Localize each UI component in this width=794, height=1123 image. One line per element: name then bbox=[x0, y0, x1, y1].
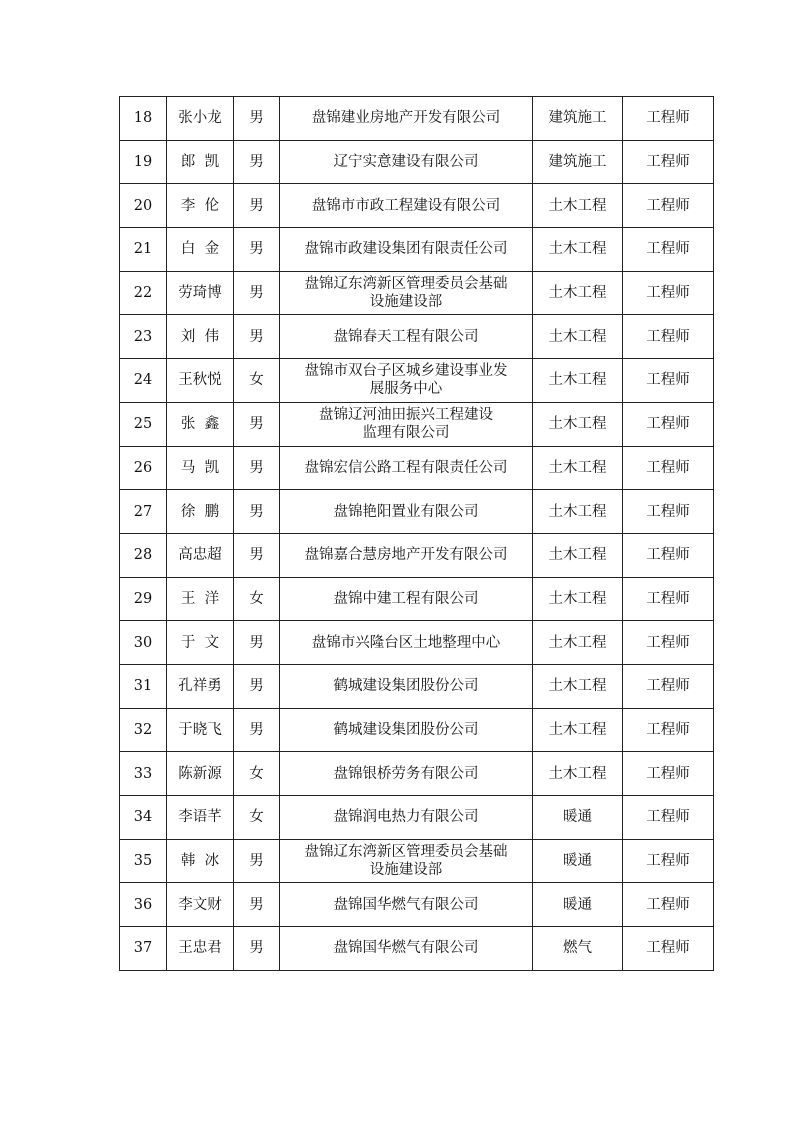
cell-organization: 盘锦辽河油田振兴工程建设 监理有限公司 bbox=[280, 402, 533, 446]
cell-number: 31 bbox=[120, 664, 167, 708]
cell-organization: 盘锦市市政工程建设有限公司 bbox=[280, 184, 533, 228]
cell-name: 郎 凯 bbox=[167, 140, 234, 184]
cell-major: 土木工程 bbox=[533, 446, 623, 490]
cell-organization: 盘锦市双台子区城乡建设事业发 展服务中心 bbox=[280, 359, 533, 403]
cell-name: 白 金 bbox=[167, 228, 234, 272]
table-row bbox=[120, 927, 714, 971]
cell-number: 26 bbox=[120, 446, 167, 490]
cell-title: 工程师 bbox=[623, 621, 714, 665]
table-row bbox=[120, 796, 714, 840]
table-row bbox=[120, 359, 714, 403]
table-row bbox=[120, 271, 714, 315]
cell-gender: 男 bbox=[234, 446, 280, 490]
table-row bbox=[120, 228, 714, 272]
cell-major: 土木工程 bbox=[533, 402, 623, 446]
cell-number: 33 bbox=[120, 752, 167, 796]
cell-number: 30 bbox=[120, 621, 167, 665]
cell-number: 37 bbox=[120, 927, 167, 971]
cell-organization: 盘锦市政建设集团有限责任公司 bbox=[280, 228, 533, 272]
cell-title: 工程师 bbox=[623, 927, 714, 971]
cell-major: 土木工程 bbox=[533, 271, 623, 315]
table-row bbox=[120, 621, 714, 665]
cell-title: 工程师 bbox=[623, 839, 714, 883]
cell-major: 建筑施工 bbox=[533, 97, 623, 141]
cell-major: 建筑施工 bbox=[533, 140, 623, 184]
cell-major: 土木工程 bbox=[533, 533, 623, 577]
cell-major: 土木工程 bbox=[533, 752, 623, 796]
table-row bbox=[120, 140, 714, 184]
cell-name: 王 洋 bbox=[167, 577, 234, 621]
cell-gender: 男 bbox=[234, 927, 280, 971]
cell-title: 工程师 bbox=[623, 359, 714, 403]
cell-gender: 男 bbox=[234, 140, 280, 184]
cell-major: 土木工程 bbox=[533, 228, 623, 272]
table-row bbox=[120, 97, 714, 141]
cell-title: 工程师 bbox=[623, 664, 714, 708]
cell-name: 王秋悦 bbox=[167, 359, 234, 403]
cell-name: 李文财 bbox=[167, 883, 234, 927]
cell-number: 27 bbox=[120, 490, 167, 534]
table-row bbox=[120, 883, 714, 927]
table-row bbox=[120, 708, 714, 752]
cell-major: 燃气 bbox=[533, 927, 623, 971]
cell-gender: 女 bbox=[234, 577, 280, 621]
cell-gender: 男 bbox=[234, 883, 280, 927]
cell-gender: 男 bbox=[234, 839, 280, 883]
cell-title: 工程师 bbox=[623, 271, 714, 315]
cell-number: 21 bbox=[120, 228, 167, 272]
cell-number: 22 bbox=[120, 271, 167, 315]
cell-gender: 女 bbox=[234, 752, 280, 796]
cell-title: 工程师 bbox=[623, 796, 714, 840]
cell-gender: 男 bbox=[234, 621, 280, 665]
cell-organization: 鹤城建设集团股份公司 bbox=[280, 664, 533, 708]
table-row bbox=[120, 533, 714, 577]
cell-major: 土木工程 bbox=[533, 708, 623, 752]
cell-number: 19 bbox=[120, 140, 167, 184]
cell-organization: 盘锦嘉合慧房地产开发有限公司 bbox=[280, 533, 533, 577]
cell-gender: 男 bbox=[234, 271, 280, 315]
cell-title: 工程师 bbox=[623, 752, 714, 796]
cell-gender: 男 bbox=[234, 490, 280, 534]
cell-name: 王忠君 bbox=[167, 927, 234, 971]
cell-organization: 盘锦润电热力有限公司 bbox=[280, 796, 533, 840]
cell-organization: 盘锦国华燃气有限公司 bbox=[280, 883, 533, 927]
cell-number: 32 bbox=[120, 708, 167, 752]
cell-major: 暖通 bbox=[533, 796, 623, 840]
cell-title: 工程师 bbox=[623, 228, 714, 272]
cell-major: 土木工程 bbox=[533, 184, 623, 228]
table-row bbox=[120, 490, 714, 534]
table-row bbox=[120, 446, 714, 490]
cell-gender: 男 bbox=[234, 664, 280, 708]
cell-major: 土木工程 bbox=[533, 664, 623, 708]
cell-number: 28 bbox=[120, 533, 167, 577]
cell-number: 23 bbox=[120, 315, 167, 359]
cell-major: 土木工程 bbox=[533, 315, 623, 359]
cell-gender: 男 bbox=[234, 184, 280, 228]
roster-table bbox=[119, 96, 714, 971]
cell-number: 24 bbox=[120, 359, 167, 403]
cell-title: 工程师 bbox=[623, 883, 714, 927]
cell-major: 土木工程 bbox=[533, 577, 623, 621]
table-row bbox=[120, 184, 714, 228]
cell-title: 工程师 bbox=[623, 577, 714, 621]
cell-title: 工程师 bbox=[623, 402, 714, 446]
table-row bbox=[120, 752, 714, 796]
cell-gender: 女 bbox=[234, 796, 280, 840]
cell-organization: 盘锦春天工程有限公司 bbox=[280, 315, 533, 359]
cell-title: 工程师 bbox=[623, 140, 714, 184]
cell-name: 于 文 bbox=[167, 621, 234, 665]
cell-gender: 男 bbox=[234, 708, 280, 752]
cell-gender: 男 bbox=[234, 402, 280, 446]
cell-number: 25 bbox=[120, 402, 167, 446]
cell-name: 李 伦 bbox=[167, 184, 234, 228]
cell-name: 孔祥勇 bbox=[167, 664, 234, 708]
cell-name: 陈新源 bbox=[167, 752, 234, 796]
cell-title: 工程师 bbox=[623, 446, 714, 490]
roster-table-body bbox=[120, 97, 714, 971]
cell-title: 工程师 bbox=[623, 184, 714, 228]
cell-name: 于晓飞 bbox=[167, 708, 234, 752]
cell-number: 18 bbox=[120, 97, 167, 141]
cell-organization: 鹤城建设集团股份公司 bbox=[280, 708, 533, 752]
cell-name: 李语芊 bbox=[167, 796, 234, 840]
cell-organization: 盘锦建业房地产开发有限公司 bbox=[280, 97, 533, 141]
cell-organization: 盘锦中建工程有限公司 bbox=[280, 577, 533, 621]
cell-name: 马 凯 bbox=[167, 446, 234, 490]
cell-number: 29 bbox=[120, 577, 167, 621]
cell-organization: 盘锦银桥劳务有限公司 bbox=[280, 752, 533, 796]
cell-title: 工程师 bbox=[623, 708, 714, 752]
cell-major: 土木工程 bbox=[533, 359, 623, 403]
cell-name: 张 鑫 bbox=[167, 402, 234, 446]
cell-gender: 男 bbox=[234, 228, 280, 272]
cell-gender: 男 bbox=[234, 533, 280, 577]
cell-organization: 盘锦辽东湾新区管理委员会基础 设施建设部 bbox=[280, 839, 533, 883]
cell-organization: 盘锦宏信公路工程有限责任公司 bbox=[280, 446, 533, 490]
cell-title: 工程师 bbox=[623, 97, 714, 141]
cell-major: 暖通 bbox=[533, 883, 623, 927]
table-row bbox=[120, 839, 714, 883]
cell-gender: 男 bbox=[234, 315, 280, 359]
cell-number: 34 bbox=[120, 796, 167, 840]
cell-name: 徐 鹏 bbox=[167, 490, 234, 534]
cell-title: 工程师 bbox=[623, 490, 714, 534]
cell-gender: 女 bbox=[234, 359, 280, 403]
cell-gender: 男 bbox=[234, 97, 280, 141]
table-row bbox=[120, 664, 714, 708]
cell-major: 暖通 bbox=[533, 839, 623, 883]
cell-major: 土木工程 bbox=[533, 490, 623, 534]
cell-name: 张小龙 bbox=[167, 97, 234, 141]
table-row bbox=[120, 315, 714, 359]
cell-organization: 盘锦艳阳置业有限公司 bbox=[280, 490, 533, 534]
cell-organization: 盘锦辽东湾新区管理委员会基础 设施建设部 bbox=[280, 271, 533, 315]
cell-major: 土木工程 bbox=[533, 621, 623, 665]
cell-name: 刘 伟 bbox=[167, 315, 234, 359]
cell-title: 工程师 bbox=[623, 315, 714, 359]
cell-name: 劳琦博 bbox=[167, 271, 234, 315]
cell-number: 20 bbox=[120, 184, 167, 228]
table-row bbox=[120, 402, 714, 446]
cell-title: 工程师 bbox=[623, 533, 714, 577]
cell-organization: 辽宁实意建设有限公司 bbox=[280, 140, 533, 184]
cell-name: 韩 冰 bbox=[167, 839, 234, 883]
cell-number: 36 bbox=[120, 883, 167, 927]
cell-number: 35 bbox=[120, 839, 167, 883]
cell-organization: 盘锦国华燃气有限公司 bbox=[280, 927, 533, 971]
cell-organization: 盘锦市兴隆台区土地整理中心 bbox=[280, 621, 533, 665]
cell-name: 高忠超 bbox=[167, 533, 234, 577]
table-row bbox=[120, 577, 714, 621]
